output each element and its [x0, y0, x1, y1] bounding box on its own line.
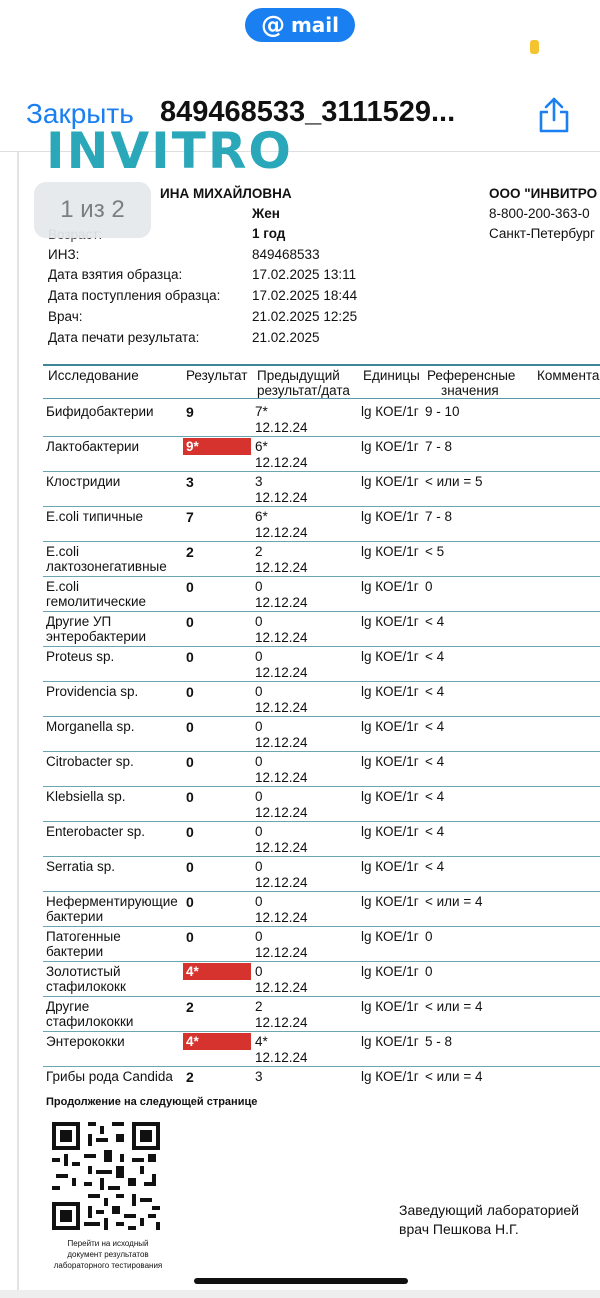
previous-date: 12.12.24 [255, 560, 308, 575]
row-divider [43, 541, 600, 542]
test-name: E.coli [46, 544, 80, 559]
company-city: Санкт-Петербург [489, 226, 595, 241]
lab-head-title: Заведующий лабораторией [399, 1202, 579, 1218]
test-name: Золотистый [46, 964, 121, 979]
row-divider [43, 716, 600, 717]
document-page[interactable] [0, 122, 600, 1298]
previous-result: 0 [255, 684, 263, 699]
close-button[interactable]: Закрыть [26, 98, 134, 129]
previous-date: 12.12.24 [255, 840, 308, 855]
result-value: 0 [186, 754, 194, 770]
reference-range: < 4 [425, 684, 445, 699]
previous-result: 0 [255, 859, 263, 874]
units: lg КОЕ/1г [361, 894, 419, 909]
col-header-result: Результат [186, 368, 248, 383]
previous-result: 0 [255, 929, 263, 944]
col-header-prev-line1: Предыдущий [257, 368, 340, 383]
previous-result: 3 [255, 1069, 263, 1084]
units: lg КОЕ/1г [361, 509, 419, 524]
previous-date: 12.12.24 [255, 595, 308, 610]
previous-date: 12.12.24 [255, 945, 308, 960]
result-value: 0 [186, 579, 194, 595]
mail-app-badge[interactable] [245, 8, 355, 42]
reference-range: 7 - 8 [425, 509, 453, 524]
previous-date: 12.12.24 [255, 455, 308, 470]
previous-date: 12.12.24 [255, 420, 308, 435]
previous-date: 12.12.24 [255, 805, 308, 820]
reference-range: 0 [425, 579, 433, 594]
row-divider [43, 961, 600, 962]
qr-caption-line2: документ результатов [67, 1250, 149, 1259]
previous-date: 12.12.24 [255, 980, 308, 995]
result-value: 3 [186, 474, 194, 490]
row-divider [43, 471, 600, 472]
test-name: Энтерококки [46, 1034, 125, 1049]
test-name: Proteus sp. [46, 649, 115, 664]
previous-date: 12.12.24 [255, 735, 308, 750]
row-divider [43, 506, 600, 507]
previous-result: 7* [255, 404, 268, 419]
previous-result: 6* [255, 509, 268, 524]
col-header-prev [257, 368, 350, 398]
test-name: Неферментирующие [46, 894, 178, 909]
row-divider [43, 856, 600, 857]
reference-range: < 4 [425, 614, 445, 629]
units: lg КОЕ/1г [361, 1034, 419, 1049]
invitro-logo: INVITRO [46, 122, 293, 180]
reference-range: 5 - 8 [425, 1034, 453, 1049]
reference-range: 7 - 8 [425, 439, 453, 454]
previous-date: 12.12.24 [255, 665, 308, 680]
qr-code-icon[interactable] [52, 1122, 160, 1230]
row-divider [43, 576, 600, 577]
reference-range: < или = 4 [425, 1069, 483, 1084]
result-value: 2 [186, 999, 194, 1015]
units: lg КОЕ/1г [361, 544, 419, 559]
previous-date: 12.12.24 [255, 490, 308, 505]
page-counter: 1 из 2 [34, 182, 151, 238]
reference-range: < или = 5 [425, 474, 483, 489]
company-phone: 8-800-200-363-0 [489, 206, 590, 221]
company-name: ООО "ИНВИТРО [489, 186, 598, 201]
table-top-rule [43, 364, 600, 366]
doctor-value: 21.02.2025 12:25 [252, 309, 358, 324]
previous-result: 0 [255, 579, 263, 594]
result-value: 0 [186, 789, 194, 805]
col-header-units: Единицы [363, 368, 420, 383]
result-value: 2 [186, 1069, 194, 1085]
qr-caption-line1: Перейти на исходный [67, 1239, 149, 1248]
test-name: Morganella sp. [46, 719, 135, 734]
previous-date: 12.12.24 [255, 700, 308, 715]
previous-result: 0 [255, 964, 263, 979]
units: lg КОЕ/1г [361, 859, 419, 874]
row-divider [43, 436, 600, 437]
reference-range: < или = 4 [425, 999, 483, 1014]
test-name: Другие [46, 999, 90, 1014]
reference-range: < 4 [425, 719, 445, 734]
reference-range: < 4 [425, 859, 445, 874]
row-divider [43, 681, 600, 682]
previous-result: 0 [255, 789, 263, 804]
result-value-flagged: 4* [183, 963, 251, 980]
previous-result: 2 [255, 544, 263, 559]
result-value: 9 [186, 404, 194, 420]
units: lg КОЕ/1г [361, 999, 419, 1014]
row-divider [43, 1031, 600, 1032]
result-value-flagged: 9* [183, 438, 251, 455]
result-value: 0 [186, 894, 194, 910]
result-value: 0 [186, 719, 194, 735]
units: lg КОЕ/1г [361, 824, 419, 839]
status-bar [0, 0, 600, 70]
print-date-label: Дата печати результата: [48, 330, 200, 345]
row-divider [43, 751, 600, 752]
test-name-line2: бактерии [46, 909, 104, 924]
previous-result: 6* [255, 439, 268, 454]
continued-note: Продолжение на следующей странице [46, 1096, 258, 1108]
previous-date: 12.12.24 [255, 910, 308, 925]
test-name: Enterobacter sp. [46, 824, 146, 839]
test-name: Грибы рода Candida [46, 1069, 173, 1084]
previous-result: 0 [255, 649, 263, 664]
test-name-line2: стафилококк [46, 979, 126, 994]
col-header-ref-line1: Референсные [427, 368, 516, 383]
units: lg КОЕ/1г [361, 649, 419, 664]
units: lg КОЕ/1г [361, 754, 419, 769]
previous-result: 0 [255, 614, 263, 629]
patient-name: ИНА МИХАЙЛОВНА [160, 186, 292, 201]
units: lg КОЕ/1г [361, 789, 419, 804]
previous-date: 12.12.24 [255, 525, 308, 540]
previous-date: 12.12.24 [255, 1015, 308, 1030]
home-indicator[interactable] [194, 1278, 408, 1284]
units: lg КОЕ/1г [361, 964, 419, 979]
test-name: E.coli типичные [46, 509, 144, 524]
units: lg КОЕ/1г [361, 1069, 419, 1084]
test-name-line2: лактозонегативные [46, 559, 167, 574]
previous-date: 12.12.24 [255, 770, 308, 785]
patient-sex: Жен [252, 206, 280, 221]
share-icon[interactable] [536, 96, 572, 134]
test-name-line2: энтеробактерии [46, 629, 147, 644]
col-header-prev-line2: результат/дата [257, 383, 350, 398]
row-divider [43, 821, 600, 822]
result-value: 0 [186, 859, 194, 875]
col-header-test: Исследование [48, 368, 139, 383]
reference-range: < или = 4 [425, 894, 483, 909]
units: lg КОЕ/1г [361, 579, 419, 594]
result-value: 2 [186, 544, 194, 560]
test-name-line2: гемолитические [46, 594, 147, 609]
test-name-line2: стафилококки [46, 1014, 134, 1029]
previous-result: 4* [255, 1034, 268, 1049]
patient-age: 1 год [252, 226, 286, 241]
row-divider [43, 891, 600, 892]
test-name: Лактобактерии [46, 439, 140, 454]
test-name: Providencia sp. [46, 684, 139, 699]
sample-taken-label: Дата взятия образца: [48, 267, 183, 282]
result-value: 0 [186, 614, 194, 630]
indicator-dot-icon [530, 40, 539, 54]
row-divider [43, 996, 600, 997]
result-value: 7 [186, 509, 194, 525]
col-header-comment: Коммента [537, 368, 600, 383]
result-value: 0 [186, 684, 194, 700]
test-name: Другие УП [46, 614, 112, 629]
test-name: Citrobacter sp. [46, 754, 134, 769]
result-value: 0 [186, 824, 194, 840]
units: lg КОЕ/1г [361, 929, 419, 944]
units: lg КОЕ/1г [361, 474, 419, 489]
previous-result: 2 [255, 999, 263, 1014]
reference-range: < 4 [425, 824, 445, 839]
reference-range: 0 [425, 929, 433, 944]
col-header-ref [427, 368, 515, 398]
doctor-label: Врач: [48, 309, 83, 324]
inz-label: ИНЗ: [48, 247, 80, 262]
page-edge [17, 152, 19, 1298]
test-name: Клостридии [46, 474, 121, 489]
at-sign-icon: @ [260, 11, 285, 39]
previous-date: 12.12.24 [255, 875, 308, 890]
document-title: 849468533_3111529... [160, 96, 456, 128]
test-name: Бифидобактерии [46, 404, 154, 419]
result-value: 0 [186, 929, 194, 945]
reference-range: 0 [425, 964, 433, 979]
row-divider [43, 786, 600, 787]
sample-received-value: 17.02.2025 18:44 [252, 288, 358, 303]
test-name-line2: бактерии [46, 944, 104, 959]
sample-received-label: Дата поступления образца: [48, 288, 221, 303]
previous-result: 0 [255, 719, 263, 734]
units: lg КОЕ/1г [361, 439, 419, 454]
previous-date: 12.12.24 [255, 630, 308, 645]
qr-caption [44, 1238, 172, 1271]
col-header-ref-line2: значения [441, 383, 499, 398]
units: lg КОЕ/1г [361, 719, 419, 734]
previous-result: 3 [255, 474, 263, 489]
reference-range: < 4 [425, 649, 445, 664]
units: lg КОЕ/1г [361, 614, 419, 629]
row-divider [43, 611, 600, 612]
row-divider [43, 646, 600, 647]
inz-value: 849468533 [252, 247, 320, 262]
reference-range: < 4 [425, 754, 445, 769]
reference-range: < 5 [425, 544, 445, 559]
test-name: Serratia sp. [46, 859, 116, 874]
print-date-value: 21.02.2025 [252, 330, 320, 345]
bottom-edge [0, 1290, 600, 1298]
result-value-flagged: 4* [183, 1033, 251, 1050]
test-name: E.coli [46, 579, 80, 594]
test-name: Klebsiella sp. [46, 789, 126, 804]
sample-taken-value: 17.02.2025 13:11 [252, 267, 357, 282]
lab-head-name: врач Пешкова Н.Г. [399, 1221, 519, 1237]
reference-range: < 4 [425, 789, 445, 804]
mail-badge-label: mail [290, 13, 340, 37]
qr-caption-line3: лабораторного тестирования [53, 1261, 163, 1270]
test-name: Патогенные [46, 929, 121, 944]
row-divider [43, 1066, 600, 1067]
units: lg КОЕ/1г [361, 404, 419, 419]
previous-result: 0 [255, 754, 263, 769]
result-value: 0 [186, 649, 194, 665]
table-header-rule [43, 398, 600, 399]
previous-date: 12.12.24 [255, 1050, 308, 1065]
reference-range: 9 - 10 [425, 404, 460, 419]
row-divider [43, 926, 600, 927]
previous-result: 0 [255, 824, 263, 839]
previous-result: 0 [255, 894, 263, 909]
units: lg КОЕ/1г [361, 684, 419, 699]
